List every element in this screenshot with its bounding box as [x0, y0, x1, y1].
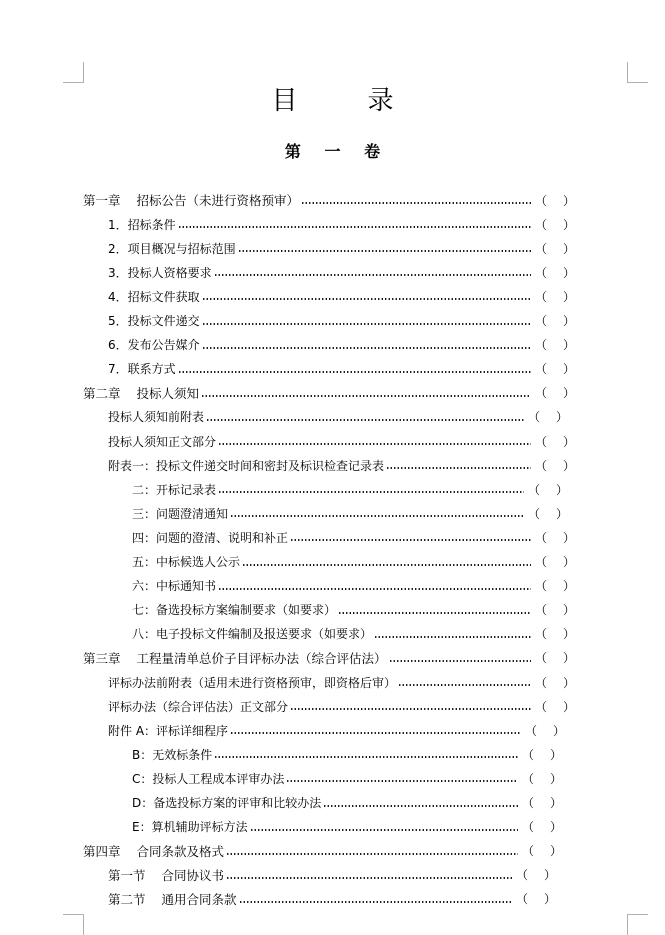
- page-number-placeholder: [522, 842, 562, 859]
- toc-entry: [108, 887, 556, 911]
- toc-entry-label: [108, 890, 237, 908]
- page-close-paren: ）: [549, 796, 562, 810]
- page-close-paren: ）: [562, 458, 575, 473]
- crop-mark-top-right: [627, 62, 648, 83]
- page-open-paren: （: [535, 265, 548, 280]
- toc-entry-label: [83, 191, 299, 209]
- page-open-paren: （: [535, 362, 548, 377]
- dot-leader: [206, 419, 524, 421]
- page-open-paren: （: [516, 868, 529, 883]
- toc-entry-label: [83, 649, 387, 667]
- toc-entry-text: 三：问题澄清通知: [132, 506, 229, 521]
- page-number-placeholder: [535, 529, 575, 546]
- page-close-paren: ）: [562, 530, 575, 545]
- toc-entry: [132, 598, 575, 622]
- toc-entry-text: D：备选投标方案的评审和比较办法: [132, 796, 322, 810]
- dot-leader: [323, 805, 518, 807]
- page-number-placeholder: [516, 866, 556, 883]
- page-open-paren: （: [535, 314, 548, 328]
- page-close-paren: ）: [555, 410, 568, 425]
- page-open-paren: （: [525, 723, 538, 738]
- toc-entry-number: 第二章: [83, 385, 121, 401]
- page-open-paren: （: [522, 747, 535, 762]
- page-close-paren: ）: [552, 723, 565, 738]
- toc-entry-number: 第一节: [108, 867, 146, 883]
- toc-entry-label: [108, 457, 384, 474]
- page-close-paren: ）: [562, 434, 575, 449]
- toc-entry: [132, 791, 562, 815]
- page-close-paren: ）: [543, 892, 556, 907]
- toc-entry-label: [132, 625, 372, 642]
- toc-entry-text: E：算机辅助评标方法: [132, 820, 248, 835]
- toc-entry-label: [108, 336, 200, 353]
- toc-entry: [83, 381, 575, 405]
- toc-entry: [132, 550, 575, 574]
- dot-leader: [202, 347, 531, 349]
- toc-entry-text: 附件 A：评标详细程序: [108, 723, 229, 738]
- page-number-placeholder: [535, 384, 575, 401]
- page-open-paren: （: [516, 892, 529, 907]
- toc-entry-label: [108, 433, 216, 450]
- crop-mark-top-left: [63, 62, 84, 83]
- page-close-paren: ）: [562, 338, 575, 353]
- toc-entry-text: 七：备选投标方案编制要求（如要求）: [132, 603, 337, 618]
- dot-leader: [178, 226, 531, 228]
- page-number-placeholder: [535, 577, 575, 594]
- page-open-paren: （: [522, 771, 535, 786]
- page-close-paren: ）: [562, 675, 575, 690]
- volume-subtitle: 第 一 卷: [284, 142, 390, 161]
- dot-leader: [338, 612, 531, 614]
- toc-entry: [132, 815, 562, 839]
- page-number-placeholder: [522, 794, 562, 811]
- toc-entry: [83, 839, 562, 863]
- dot-leader: [218, 491, 524, 493]
- page-number-placeholder: [535, 433, 575, 450]
- page-number-placeholder: [525, 722, 565, 739]
- toc-entry-label: [108, 722, 228, 739]
- toc-entry-text: 5．投标文件递交: [108, 314, 200, 328]
- toc-entry: [83, 188, 575, 212]
- toc-entry-label: [132, 794, 321, 811]
- toc-entry: [83, 646, 575, 670]
- dot-leader: [201, 395, 531, 397]
- page-close-paren: ）: [562, 579, 575, 594]
- page-number-placeholder: [535, 264, 575, 281]
- toc-entry-text: 评标办法前附表（适用未进行资格预审，即资格后审）: [108, 675, 397, 690]
- toc-entry-label: [132, 746, 212, 763]
- toc-entry-text: 招标公告（未进行资格预审）: [136, 193, 300, 208]
- toc-entry: [108, 670, 575, 694]
- toc-entry-label: [108, 698, 288, 715]
- toc-entry-label: [108, 360, 176, 377]
- toc-entry: [108, 863, 556, 887]
- toc-entry-text: 二：开标记录表: [132, 482, 217, 497]
- page-number-placeholder: [522, 818, 562, 835]
- toc-entry: [108, 429, 575, 453]
- toc-entry-text: 八：电子投标文件编制及报送要求（如要求）: [132, 627, 373, 642]
- dot-leader: [202, 298, 531, 300]
- page-close-paren: ）: [549, 771, 562, 786]
- dot-leader: [218, 588, 531, 590]
- page-number-placeholder: [535, 336, 575, 353]
- page-close-paren: ）: [562, 362, 575, 377]
- dot-leader: [178, 371, 531, 373]
- toc-entry-label: [132, 553, 240, 570]
- toc-entry-text: 投标人须知: [136, 385, 200, 401]
- page-close-paren: ）: [543, 868, 556, 883]
- toc-entry: [108, 284, 575, 308]
- toc-entry: [108, 405, 568, 429]
- toc-entry-text: 工程量清单总价子目评标办法（综合评估法）: [136, 650, 387, 666]
- toc-entry: [108, 212, 575, 236]
- toc-entry-label: [132, 601, 336, 618]
- page-open-paren: （: [535, 651, 548, 666]
- page-number-placeholder: [535, 457, 575, 474]
- page-number-placeholder: [528, 408, 568, 425]
- page-number-placeholder: [535, 698, 575, 715]
- toc-entry-number: 第四章: [83, 843, 121, 859]
- toc-entry-text: 五：中标候选人公示: [132, 555, 241, 569]
- toc-entry: [108, 236, 575, 260]
- page-number-placeholder: [522, 746, 562, 763]
- dot-leader: [238, 250, 531, 252]
- toc-entry-label: [132, 577, 216, 594]
- page-open-paren: （: [535, 241, 548, 256]
- page-close-paren: ）: [562, 265, 575, 280]
- toc-entry-label: [108, 264, 212, 281]
- toc-entry-label: [132, 770, 284, 787]
- page-open-paren: （: [522, 844, 535, 859]
- page-open-paren: （: [528, 482, 541, 497]
- dot-leader: [214, 274, 531, 276]
- page-close-paren: ）: [562, 699, 575, 714]
- page-number-placeholder: [535, 553, 575, 570]
- page-close-paren: ）: [562, 217, 575, 232]
- toc-entry-text: 合同协议书: [161, 867, 225, 883]
- page-close-paren: ）: [562, 241, 575, 256]
- page-open-paren: （: [535, 555, 548, 569]
- page-open-paren: （: [535, 289, 548, 304]
- toc-entry-label: [132, 505, 228, 522]
- dot-leader: [226, 853, 518, 855]
- page-open-paren: （: [535, 699, 548, 714]
- page-close-paren: ）: [562, 603, 575, 618]
- page-number-placeholder: [528, 505, 568, 522]
- dot-leader: [202, 323, 531, 325]
- page-open-paren: （: [535, 193, 548, 208]
- toc-entry-label: [83, 384, 199, 402]
- page-close-paren: ）: [549, 820, 562, 835]
- dot-leader: [286, 780, 518, 782]
- toc-entry: [132, 525, 575, 549]
- page-number-placeholder: [535, 360, 575, 377]
- toc-entry-text: 4．招标文件获取: [108, 289, 200, 304]
- toc-entry-text: 六：中标通知书: [132, 579, 217, 594]
- dot-leader: [242, 564, 531, 566]
- toc-entry-text: 四：问题的澄清、说明和补正: [132, 530, 289, 545]
- toc-entry: [108, 260, 575, 284]
- toc-entry: [132, 742, 562, 766]
- page-number-placeholder: [535, 649, 575, 666]
- toc-entry-text: C：投标人工程成本评审办法: [132, 771, 285, 786]
- toc-entry-label: [83, 842, 224, 860]
- toc-entry-text: 附表一：投标文件递交时间和密封及标识检查记录表: [108, 458, 385, 473]
- page-close-paren: ）: [549, 844, 562, 859]
- dot-leader: [389, 660, 531, 662]
- page-close-paren: ）: [562, 193, 575, 208]
- toc-entry-text: B：无效标条件: [132, 747, 213, 762]
- toc-entry-text: 2．项目概况与招标范围: [108, 241, 236, 256]
- dot-leader: [301, 202, 531, 204]
- toc-entry-label: [108, 216, 176, 233]
- page-number-placeholder: [535, 240, 575, 257]
- toc-entry-label: [108, 240, 236, 257]
- page-number-placeholder: [535, 192, 575, 209]
- toc-entry: [108, 694, 575, 718]
- toc-entry-text: 合同条款及格式: [136, 843, 225, 859]
- page-number-placeholder: [535, 216, 575, 233]
- page-close-paren: ）: [549, 747, 562, 762]
- page-open-paren: （: [528, 410, 541, 425]
- page-number-placeholder: [516, 890, 556, 907]
- crop-mark-bottom-left: [63, 914, 84, 935]
- toc-entry-label: [108, 674, 396, 691]
- toc-entry: [108, 718, 565, 742]
- page-close-paren: ）: [562, 555, 575, 569]
- toc-entry-text: 6．发布公告媒介: [108, 338, 200, 353]
- toc-entry-text: 1．招标条件: [108, 217, 176, 232]
- dot-leader: [290, 708, 531, 710]
- page-open-paren: （: [522, 820, 535, 835]
- toc-entry: [132, 766, 562, 790]
- page-close-paren: ）: [562, 289, 575, 304]
- dot-leader: [226, 877, 512, 879]
- toc-entry: [108, 357, 575, 381]
- dot-leader: [230, 732, 521, 734]
- page-open-paren: （: [535, 458, 548, 473]
- dot-leader: [218, 443, 531, 445]
- toc-entry-number: 第三章: [83, 650, 121, 666]
- toc-entry-text: 投标人须知前附表: [108, 410, 205, 425]
- page-number-placeholder: [522, 770, 562, 787]
- page-open-paren: （: [535, 386, 548, 401]
- toc-entry-label: [132, 818, 248, 835]
- page-open-paren: （: [535, 338, 548, 353]
- dot-leader: [374, 636, 531, 638]
- toc-entry: [132, 622, 575, 646]
- dot-leader: [290, 539, 531, 541]
- page-close-paren: ）: [562, 627, 575, 642]
- toc-entry: [108, 309, 575, 333]
- page-close-paren: ）: [562, 651, 575, 666]
- toc-entry-number: 第一章: [83, 193, 121, 208]
- toc-entry-label: [108, 408, 204, 425]
- page-open-paren: （: [535, 217, 548, 232]
- toc-entry-label: [108, 866, 224, 884]
- page-close-paren: ）: [562, 314, 575, 328]
- toc-entry: [108, 333, 575, 357]
- crop-mark-bottom-right: [627, 914, 648, 935]
- page-open-paren: （: [522, 796, 535, 810]
- page-close-paren: ）: [555, 482, 568, 497]
- page-number-placeholder: [528, 481, 568, 498]
- page-number-placeholder: [535, 601, 575, 618]
- toc-entry-label: [132, 529, 288, 546]
- page-close-paren: ）: [555, 506, 568, 521]
- page-open-paren: （: [535, 675, 548, 690]
- toc-entry: [132, 501, 568, 525]
- page-number-placeholder: [535, 312, 575, 329]
- dot-leader: [230, 515, 524, 517]
- dot-leader: [239, 901, 512, 903]
- toc-entry-label: [132, 481, 216, 498]
- page-open-paren: （: [535, 627, 548, 642]
- toc-entry-text: 评标办法（综合评估法）正文部分: [108, 699, 289, 714]
- toc-entry-text: 投标人须知正文部分: [108, 434, 217, 449]
- page-open-paren: （: [535, 603, 548, 618]
- toc-entry: [132, 574, 575, 598]
- dot-leader: [250, 829, 518, 831]
- toc-entry: [132, 477, 568, 501]
- toc-entry-text: 7．联系方式: [108, 362, 176, 377]
- page-open-paren: （: [535, 579, 548, 594]
- toc-entry-label: [108, 312, 200, 329]
- toc-entry-number: 第二节: [108, 891, 146, 907]
- page-open-paren: （: [535, 530, 548, 545]
- toc-entry-text: 3．投标人资格要求: [108, 265, 212, 280]
- page-number-placeholder: [535, 288, 575, 305]
- dot-leader: [214, 756, 518, 758]
- page-open-paren: （: [535, 434, 548, 449]
- toc-entry: [108, 453, 575, 477]
- page-title: 目 录: [271, 86, 416, 116]
- page-number-placeholder: [535, 674, 575, 691]
- page-number-placeholder: [535, 625, 575, 642]
- page-open-paren: （: [528, 506, 541, 521]
- toc-entry-label: [108, 288, 200, 305]
- toc-entry-text: 通用合同条款: [161, 891, 237, 907]
- dot-leader: [398, 684, 531, 686]
- dot-leader: [386, 467, 531, 469]
- page-close-paren: ）: [562, 386, 575, 401]
